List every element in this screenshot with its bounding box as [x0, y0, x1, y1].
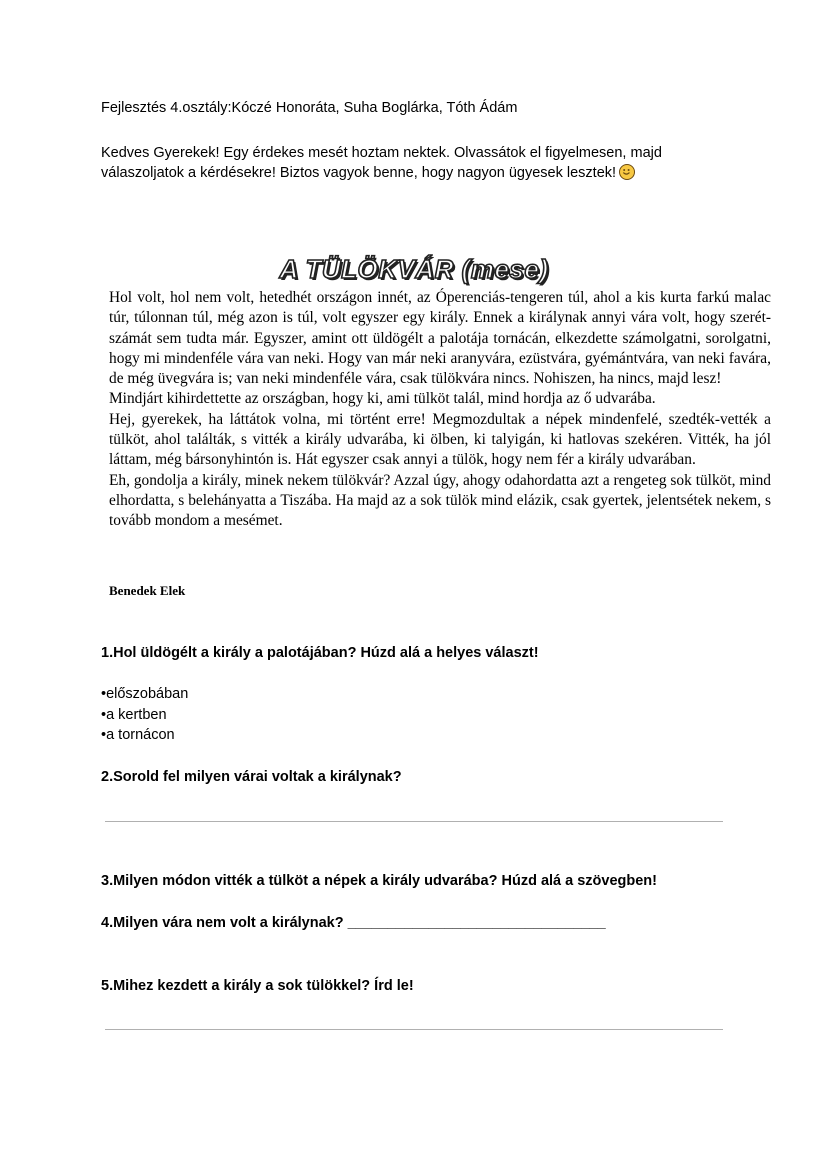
question-1: 1.Hol üldögélt a király a palotájában? Húzd alá a helyes választ!: [101, 645, 539, 661]
story-paragraph: Eh, gondolja a király, minek nekem tülökvár? Azzal úgy, ahogy odahordatta azt a rengeteg sok tülköt, mind elhordatta, s belehányatta a Tiszába. Ha majd az a sok tülök mind elázik, csak gyertek, jelentsétek nekem, s tovább mondom a mesémet.: [109, 471, 771, 530]
smiley-emoji-icon: [619, 164, 635, 180]
question-4: 4.Milyen vára nem volt a királynak? ________________________________: [101, 915, 606, 931]
intro-text: [101, 143, 701, 183]
answer-option[interactable]: •a kertben: [101, 707, 167, 723]
answer-option[interactable]: •a tornácon: [101, 727, 175, 743]
story-title: A TÜLÖKVÁR (mese): [279, 254, 549, 284]
answer-line[interactable]: [105, 1029, 723, 1030]
worksheet-header: Fejlesztés 4.osztály:Kóczé Honoráta, Suha Boglárka, Tóth Ádám: [101, 100, 518, 116]
intro-message: Kedves Gyerekek! Egy érdekes mesét hoztam nektek. Olvassátok el figyelmesen, majd válaszoljatok a kérdésekre! Biztos vagyok benne, hogy nagyon ügyesek lesztek!: [101, 145, 662, 181]
story-title-wrapper: [0, 254, 828, 285]
story-paragraph: Hej, gyerekek, ha láttátok volna, mi történt erre! Megmozdultak a népek mindenfelé, szedték-vették a tülköt, ahol találták, s vitték a király udvarába, ki ölben, ki talyigán, ki hatlovas szekéren. Vitték, ha jól láttam, még bársonyhintón is. Hát egyszer csak annyi a tülök, hogy nem fér a király udvarában.: [109, 410, 771, 469]
question-5: 5.Mihez kezdett a király a sok tülökkel? Írd le!: [101, 978, 414, 994]
answer-option[interactable]: •előszobában: [101, 686, 189, 702]
story-paragraph: Hol volt, hol nem volt, hetedhét országon innét, az Óperenciás-tengeren túl, ahol a kis kurta farkú malac túr, túlonnan túl, még azon is túl, volt egyszer egy király. Ennek a királynak annyi vára volt, hogy szerét-számát sem tudta már. Egyszer, amint ott üldögélt a palotája tornácán, elkezdette számolgatni, sorolgatni, hogy mi mindenféle vára van neki. Hogy van már neki aranyvára, ezüstvára, gyémántvára, van neki favára, de még üvegvára is; van neki mindenféle vára, csak tülökvára nincs. Nohiszen, ha nincs, majd lesz!: [109, 289, 771, 388]
story-paragraph: Mindjárt kihirdettette az országban, hogy ki, ami tülköt talál, mind hordja az ő udvarába.: [109, 390, 656, 408]
question-3: 3.Milyen módon vitték a tülköt a népek a király udvarába? Húzd alá a szövegben!: [101, 873, 657, 889]
story-text: [109, 288, 771, 532]
story-author: Benedek Elek: [109, 583, 186, 598]
question-2: 2.Sorold fel milyen várai voltak a királynak?: [101, 769, 402, 785]
answer-line[interactable]: [105, 821, 723, 822]
